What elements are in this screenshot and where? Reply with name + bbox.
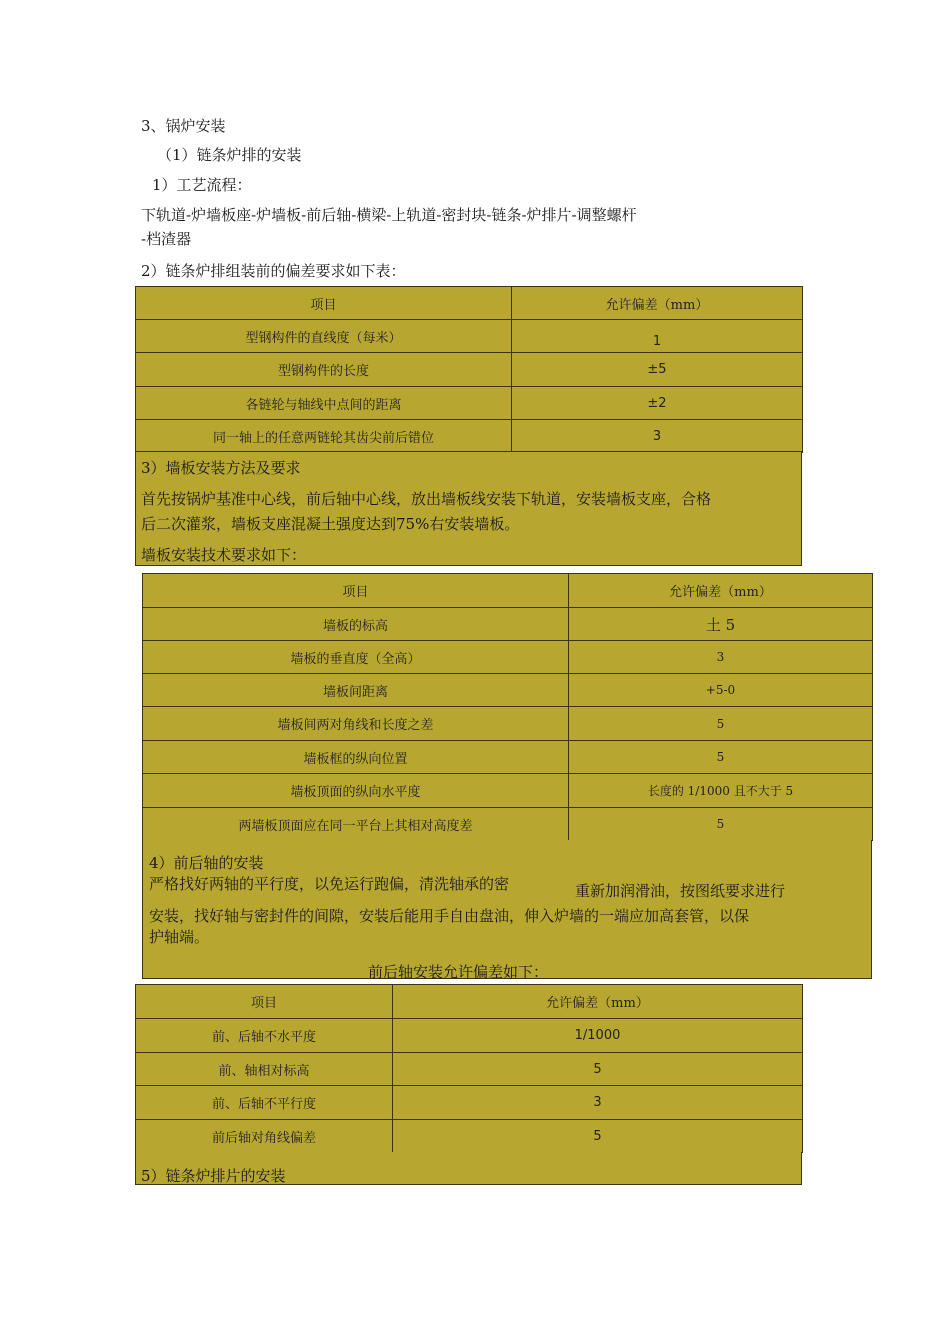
section-paragraph-line-2: 安装，找好轴与密封件的间隙，安装后能用手自由盘油，伸入炉墙的一端应加高套管，以保 (149, 907, 750, 925)
table-cell-value: ±2 (512, 387, 803, 420)
table-cell-item: 前、后轴不水平度 (136, 1019, 393, 1053)
section-title: 5）链条炉排片的安装 (141, 1167, 286, 1185)
table-cell-item: 型钢构件的长度 (136, 353, 512, 387)
grate-assembly-deviation-table (135, 286, 803, 453)
table-cell-item: 同一轴上的任意两链轮其齿尖前后错位 (136, 420, 512, 453)
tech-requirements-label: 墙板安装技术要求如下： (141, 546, 307, 564)
wallboard-tech-requirements-table (142, 573, 873, 841)
axle-deviation-table (135, 984, 803, 1153)
wallboard-install-section (135, 451, 802, 566)
table-cell-item: 墙板间两对角线和长度之差 (143, 707, 569, 741)
section-paragraph-line-1: 首先按锅炉基准中心线，前后轴中心线，放出墙板线安装下轨道，安装墙板支座，合格 (141, 490, 712, 508)
table-cell-value: 1/1000 (393, 1019, 803, 1053)
table-cell-item: 各链轮与轴线中点间的距离 (136, 387, 512, 420)
section-paragraph-right: 重新加润滑油，按图纸要求进行 (575, 882, 786, 900)
table-cell-value: 5 (393, 1053, 803, 1086)
table-header-item: 项目 (143, 574, 569, 608)
step-deviation-requirements: 2）链条炉排组装前的偏差要求如下表： (141, 262, 406, 280)
section-paragraph-line-2: 后二次灌浆，墙板支座混凝土强度达到75%右安装墙板。 (141, 515, 520, 533)
section-title: 4）前后轴的安装 (149, 854, 264, 872)
table-header-item: 项目 (136, 287, 512, 320)
axle-deviation-caption: 前后轴安装允许偏差如下： (368, 963, 549, 981)
table-cell-value: ±5 (512, 353, 803, 387)
chain-grate-plate-section (135, 1152, 802, 1185)
table-cell-value: 5 (569, 741, 873, 774)
table-cell-item: 墙板顶面的纵向水平度 (143, 774, 569, 808)
table-cell-value: 3 (512, 420, 803, 453)
table-cell-value: 5 (569, 808, 873, 841)
table-cell-value: 土 5 (569, 608, 873, 641)
table-cell-item: 墙板的垂直度（全高） (143, 641, 569, 674)
table-cell-item: 前、轴相对标高 (136, 1053, 393, 1086)
section-title: 3）墙板安装方法及要求 (141, 459, 301, 477)
table-cell-value: 1 (512, 320, 803, 353)
flow-text-line-1: 下轨道-炉墙板座-炉墙板-前后轴-横梁-上轨道-密封块-链条-炉排片-调整螺杆 (141, 206, 637, 224)
table-cell-item: 墙板的标高 (143, 608, 569, 641)
table-cell-value: +5-0 (569, 674, 873, 707)
heading-chain-grate-install: （1）链条炉排的安装 (157, 146, 302, 164)
section-paragraph-line-3: 护轴端。 (149, 928, 210, 946)
table-cell-value: 5 (393, 1120, 803, 1153)
heading-boiler-install: 3、锅炉安装 (141, 117, 226, 135)
table-cell-item: 两墙板顶面应在同一平台上其相对高度差 (143, 808, 569, 841)
table-header-tolerance: 允许偏差（mm） (512, 287, 803, 320)
table-cell-item: 墙板框的纵向位置 (143, 741, 569, 774)
front-rear-axle-section (142, 840, 872, 979)
table-cell-item: 墙板间距离 (143, 674, 569, 707)
table-header-tolerance: 允许偏差（mm） (569, 574, 873, 608)
table-cell-value: 5 (569, 707, 873, 741)
flow-text-line-2: -档渣器 (141, 230, 192, 248)
table-cell-item: 前后轴对角线偏差 (136, 1120, 393, 1153)
step-process-flow: 1）工艺流程： (152, 176, 252, 194)
table-header-item: 项目 (136, 985, 393, 1019)
section-paragraph-left: 严格找好两轴的平行度，以免运行跑偏，清洗轴承的密 (149, 875, 510, 893)
table-cell-value: 3 (569, 641, 873, 674)
table-cell-item: 前、后轴不平行度 (136, 1086, 393, 1120)
table-cell-value: 3 (393, 1086, 803, 1120)
table-cell-item: 型钢构件的直线度（每米） (136, 320, 512, 353)
table-cell-value: 长度的 1/1000 且不大于 5 (569, 774, 873, 808)
table-header-tolerance: 允许偏差（mm） (393, 985, 803, 1019)
